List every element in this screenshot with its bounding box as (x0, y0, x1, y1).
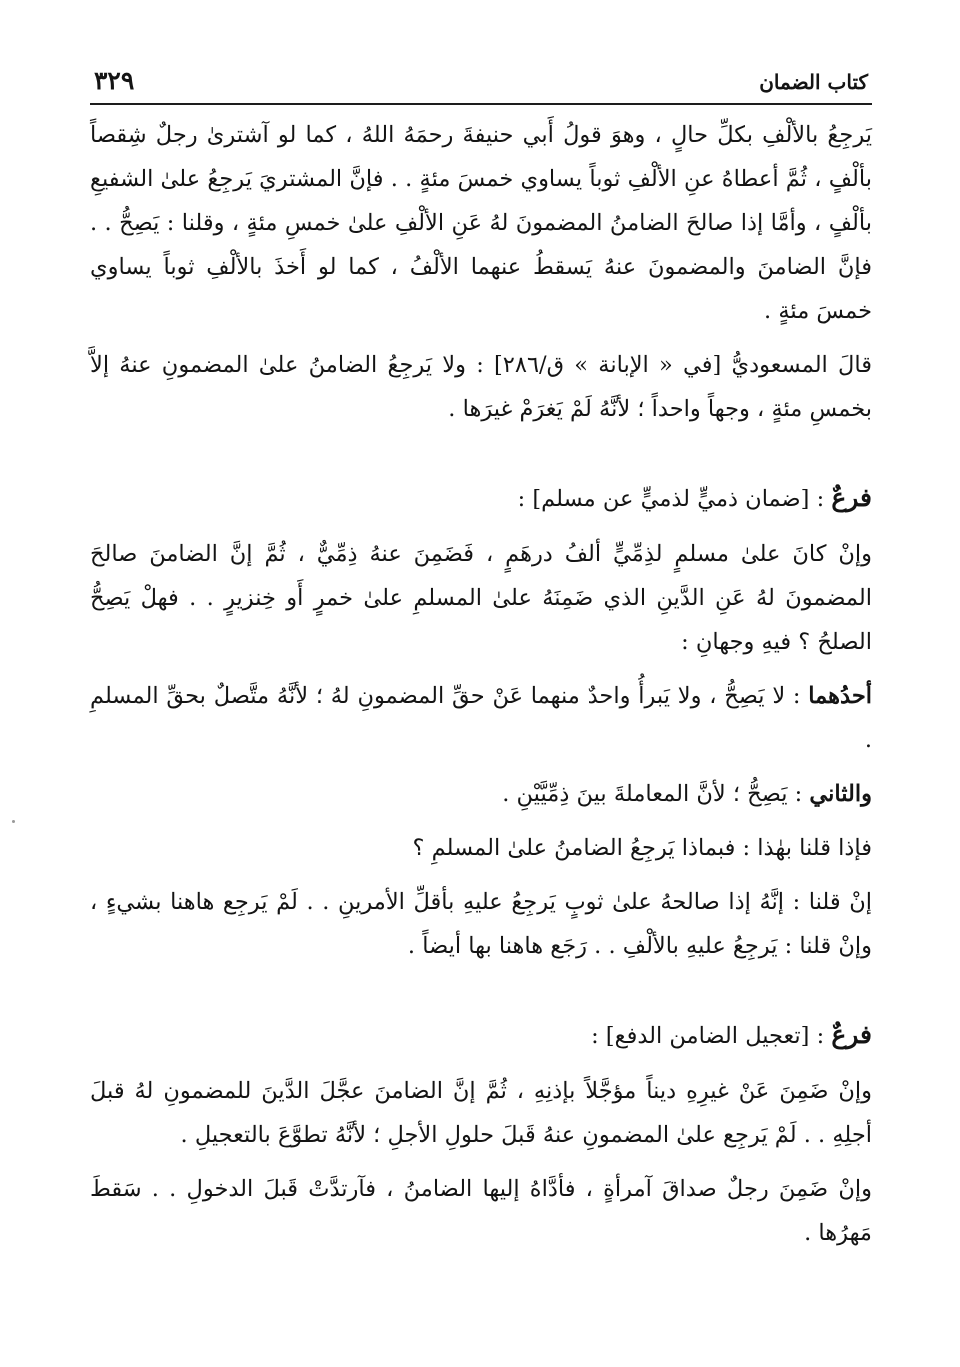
first-view-label: أحدُهما (808, 683, 872, 709)
branch-label: فرعٌ (831, 483, 872, 512)
paragraph: وإنْ كانَ علىٰ مسلمٍ لذِمِّيٍّ ألفُ درهَمٍ ، فَضَمِنَ عنهُ ذِمِّيٌّ ، ثُمَّ إنَّ الضامنَ صالحَ المضمونَ لهُ عَنِ الدَّينِ الذي ضَمِنَهُ علىٰ المسلمِ علىٰ خمرٍ أَو خِنزيرٍ . . فهلْ يَصِحُّ الصلحُ ؟ فيهِ وجهانِ : (90, 541, 872, 655)
page-number: ٣٢٩ (94, 66, 135, 95)
running-head: كتاب الضمان (759, 70, 868, 94)
paragraph: وإنْ ضَمِنَ رجلٌ صداقَ آمرأةٍ ، فأدَّاهُ إليها الضامنُ ، فآرتدَّتْ قَبلَ الدخولِ . . سَقطَ مَهرُها . (90, 1176, 872, 1246)
paragraph (90, 772, 872, 816)
first-view-text: : لا يَصِحُّ ، ولا يَبرأُ واحدٌ منهما عَنْ حقِّ المضمونِ لهُ ؛ لأنَّهُ متَّصلٌ بحقِّ المسلمِ . (90, 683, 872, 753)
paragraph: فإذا قلنا بهٰذا : فبماذا يَرجِعُ الضامنُ علىٰ المسلمِ ؟ (412, 835, 872, 861)
branch-title: : [تعجيل الضامن الدفع] : (591, 1023, 832, 1049)
scan-mark (12, 820, 15, 823)
branch-label: فرعٌ (831, 1020, 872, 1049)
branch-title: : [ضمان ذميٍّ لذميٍّ عن مسلم] : (517, 486, 832, 512)
paragraph: وإنْ ضَمِنَ عَنْ غيرِهِ ديناً مؤجَّلاً بإذنِهِ ، ثُمَّ إنَّ الضامنَ عجَّلَ الدَّينَ للمضمونِ لهُ قبلَ أجلِهِ . . لَمْ يَرجِع علىٰ المضمونِ عنهُ قَبلَ حلولِ الأجلِ ؛ لأنَّهُ تطوَّعَ بالتعجيلِ . (90, 1078, 872, 1148)
paragraph: يَرجِعُ بالألْفِ بكلِّ حالٍ ، وهوَ قولُ أَبي حنيفةَ رحمَهُ اللهُ ، كما لو آشترىٰ رجلٌ شِقصاً بألْفٍ ، ثُمَّ أعطاهُ عنِ الألْفِ ثوباً يساوي خمسَ مئةٍ . . فإنَّ المشتريَ يَرجِعُ علىٰ الشفيعِ بألْفٍ ، وأمَّا إذا صالحَ الضامنُ المضمونَ لهُ عَنِ الألْفِ علىٰ خمسِ مئةٍ ، وقلنا : يَصِحُّ . . فإنَّ الضامنَ والمضمونَ عنهُ يَسقطُ عنهما الألْفُ ، كما لو أَخذَ بالألْفِ ثوباً يساوي خمسَ مئةٍ . (90, 122, 872, 324)
second-view-text: : يَصِحُّ ؛ لأنَّ المعاملةَ بينَ ذِمِّيَّيْنِ . (502, 781, 810, 807)
second-view-label: والثاني (809, 781, 872, 807)
page (90, 66, 872, 1255)
paragraph (90, 674, 872, 762)
paragraph: إنْ قلنا : إنَّهُ إذا صالحهُ علىٰ ثوبٍ يَرجِعُ عليهِ بأقلِّ الأمرينِ . . لَمْ يَرجِع هاهنا بشيءٍ ، وإنْ قلنا : يَرجِعُ عليهِ بالألْفِ . . رَجَع هاهنا بها أيضاً . (90, 889, 872, 959)
page-header (90, 66, 872, 105)
branch-heading (90, 475, 872, 522)
branch-heading (90, 1012, 872, 1059)
paragraph: قالَ المسعوديُّ [في « الإبانة » ق/٢٨٦] : ولا يَرجِعُ الضامنُ علىٰ المضمونِ عنهُ إلاَّ بخمسِ مئةٍ ، وجهاً واحداً ؛ لأنَّهُ لَمْ يَغرَمْ غيرَها . (90, 352, 872, 422)
